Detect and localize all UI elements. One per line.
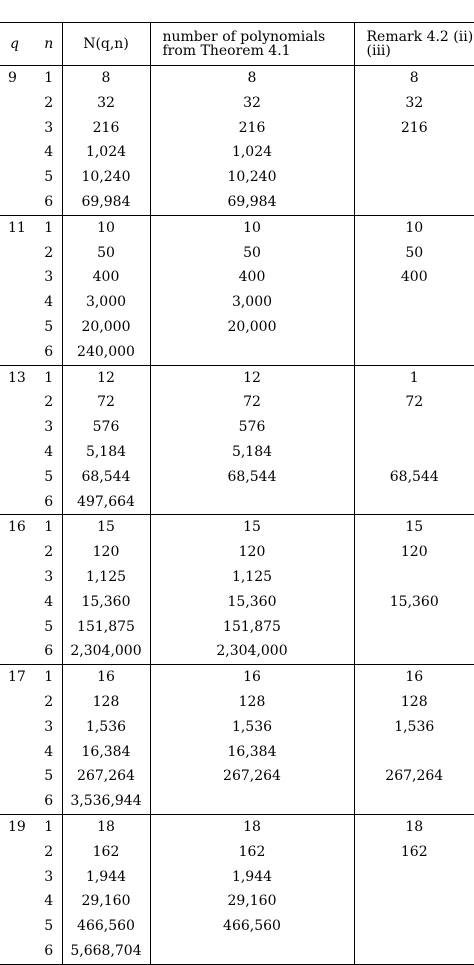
- theorem-count-cell: 18: [150, 814, 354, 839]
- q-cell: [0, 639, 36, 664]
- table-row: [0, 914, 474, 939]
- count-cell: 151,875: [62, 615, 150, 640]
- n-cell: 3: [36, 565, 62, 590]
- q-cell: [0, 914, 36, 939]
- theorem-count-cell: 50: [150, 241, 354, 266]
- count-cell: 576: [62, 415, 150, 440]
- remark-cell: [354, 939, 474, 964]
- q-cell: 9: [0, 66, 36, 91]
- remark-cell: 120: [400, 544, 428, 561]
- q-cell: [0, 490, 36, 515]
- q-cell: 13: [0, 365, 36, 390]
- table-row: [0, 190, 474, 215]
- remark-cell: [354, 740, 474, 765]
- table-row: [0, 315, 474, 340]
- count-cell: 8: [62, 66, 150, 91]
- theorem-count-cell: 1,536: [150, 715, 354, 740]
- q-cell: [0, 764, 36, 789]
- n-cell: 6: [36, 190, 62, 215]
- header-n: n: [36, 23, 62, 66]
- polynomial-count-table: [0, 22, 474, 965]
- table-row: [0, 465, 474, 490]
- theorem-count-cell: 16: [150, 665, 354, 690]
- q-cell: [0, 190, 36, 215]
- q-cell: [0, 415, 36, 440]
- remark-cell: [354, 565, 474, 590]
- n-cell: 5: [36, 315, 62, 340]
- theorem-count-cell: 128: [150, 690, 354, 715]
- table-row: [0, 415, 474, 440]
- n-cell: 2: [36, 840, 62, 865]
- table-row: [0, 715, 474, 740]
- remark-cell: [354, 190, 474, 215]
- q-cell: [0, 265, 36, 290]
- q-cell: [0, 290, 36, 315]
- n-cell: 4: [36, 740, 62, 765]
- theorem-count-cell: 3,000: [150, 290, 354, 315]
- n-cell: 3: [36, 265, 62, 290]
- theorem-count-cell: 1,024: [150, 140, 354, 165]
- table-row: [0, 590, 474, 615]
- remark-cell: 15,360: [389, 593, 439, 610]
- count-cell: 5,184: [62, 440, 150, 465]
- table-row: [0, 66, 474, 91]
- count-cell: 3,536,944: [62, 789, 150, 814]
- remark-cell: [354, 889, 474, 914]
- table-row: [0, 490, 474, 515]
- q-cell: [0, 590, 36, 615]
- count-cell: 466,560: [62, 914, 150, 939]
- count-cell: 29,160: [62, 889, 150, 914]
- count-cell: 2,304,000: [62, 639, 150, 664]
- count-cell: 72: [62, 390, 150, 415]
- n-cell: 1: [36, 215, 62, 240]
- theorem-count-cell: [150, 490, 354, 515]
- n-cell: 4: [36, 140, 62, 165]
- count-cell: 1,125: [62, 565, 150, 590]
- n-cell: 1: [36, 515, 62, 540]
- theorem-count-cell: 120: [150, 540, 354, 565]
- n-cell: 4: [36, 590, 62, 615]
- theorem-count-cell: 216: [150, 116, 354, 141]
- count-cell: 267,264: [62, 764, 150, 789]
- count-cell: 69,984: [62, 190, 150, 215]
- theorem-count-cell: 8: [150, 66, 354, 91]
- theorem-count-cell: 267,264: [150, 764, 354, 789]
- n-cell: 4: [36, 440, 62, 465]
- theorem-count-cell: 72: [150, 390, 354, 415]
- theorem-count-cell: 68,544: [150, 465, 354, 490]
- q-cell: [0, 241, 36, 266]
- theorem-count-cell: 576: [150, 415, 354, 440]
- count-cell: 1,024: [62, 140, 150, 165]
- count-cell: 32: [62, 91, 150, 116]
- q-cell: [0, 615, 36, 640]
- q-cell: 19: [0, 814, 36, 839]
- q-cell: [0, 91, 36, 116]
- n-cell: 1: [36, 66, 62, 91]
- theorem-count-cell: 162: [150, 840, 354, 865]
- q-cell: [0, 540, 36, 565]
- theorem-count-cell: 29,160: [150, 889, 354, 914]
- count-cell: 400: [62, 265, 150, 290]
- n-cell: 6: [36, 789, 62, 814]
- n-cell: 2: [36, 540, 62, 565]
- theorem-count-cell: 2,304,000: [150, 639, 354, 664]
- table-body: [0, 66, 474, 965]
- count-cell: 15: [62, 515, 150, 540]
- n-cell: 6: [36, 340, 62, 365]
- theorem-count-cell: [150, 939, 354, 964]
- remark-cell: [354, 440, 474, 465]
- table-row: [0, 340, 474, 365]
- remark-cell: 15: [354, 515, 474, 540]
- theorem-count-cell: [150, 789, 354, 814]
- n-cell: 6: [36, 490, 62, 515]
- n-cell: 5: [36, 764, 62, 789]
- table-row: [0, 615, 474, 640]
- q-cell: 17: [0, 665, 36, 690]
- q-cell: [0, 440, 36, 465]
- q-cell: [0, 715, 36, 740]
- count-cell: 1,536: [62, 715, 150, 740]
- header-count: N(q,n): [62, 23, 150, 66]
- count-cell: 240,000: [62, 340, 150, 365]
- theorem-count-cell: 16,384: [150, 740, 354, 765]
- table-row: [0, 565, 474, 590]
- table-row: [0, 840, 474, 865]
- n-cell: 6: [36, 639, 62, 664]
- n-cell: 5: [36, 165, 62, 190]
- theorem-count-cell: 466,560: [150, 914, 354, 939]
- q-cell: 16: [0, 515, 36, 540]
- n-cell: 1: [36, 365, 62, 390]
- table-row: [0, 215, 474, 240]
- remark-cell: 16: [354, 665, 474, 690]
- q-cell: [0, 740, 36, 765]
- remark-cell: [354, 340, 474, 365]
- q-cell: [0, 690, 36, 715]
- remark-cell: 10: [354, 215, 474, 240]
- remark-cell: 32: [405, 94, 424, 111]
- remark-cell: 50: [405, 244, 424, 261]
- q-cell: [0, 865, 36, 890]
- q-cell: [0, 840, 36, 865]
- count-cell: 497,664: [62, 490, 150, 515]
- table-row: [0, 241, 474, 266]
- theorem-count-cell: 69,984: [150, 190, 354, 215]
- n-cell: 2: [36, 241, 62, 266]
- q-cell: 11: [0, 215, 36, 240]
- remark-cell: [354, 315, 474, 340]
- table-row: [0, 440, 474, 465]
- count-cell: 16,384: [62, 740, 150, 765]
- table-header: [0, 23, 474, 66]
- theorem-count-cell: 32: [150, 91, 354, 116]
- table-row: [0, 91, 474, 116]
- theorem-count-cell: 15,360: [150, 590, 354, 615]
- theorem-count-cell: 400: [150, 265, 354, 290]
- theorem-count-cell: 5,184: [150, 440, 354, 465]
- remark-cell: 162: [400, 843, 428, 860]
- table-row: [0, 764, 474, 789]
- remark-cell: 68,544: [389, 468, 439, 485]
- table-row: [0, 639, 474, 664]
- n-cell: 5: [36, 465, 62, 490]
- count-cell: 3,000: [62, 290, 150, 315]
- q-cell: [0, 390, 36, 415]
- theorem-count-cell: 1,125: [150, 565, 354, 590]
- count-cell: 120: [62, 540, 150, 565]
- table-row: [0, 814, 474, 839]
- q-cell: [0, 889, 36, 914]
- table-row: [0, 889, 474, 914]
- remark-cell: 8: [354, 66, 474, 91]
- theorem-count-cell: 20,000: [150, 315, 354, 340]
- n-cell: 4: [36, 290, 62, 315]
- remark-cell: [354, 415, 474, 440]
- theorem-count-cell: 151,875: [150, 615, 354, 640]
- q-cell: [0, 939, 36, 964]
- table-row: [0, 789, 474, 814]
- table-row: [0, 165, 474, 190]
- remark-cell: 18: [354, 814, 474, 839]
- table-row: [0, 390, 474, 415]
- remark-cell: [354, 914, 474, 939]
- remark-cell: 400: [400, 269, 428, 286]
- header-theorem-count: number of polynomials from Theorem 4.1: [150, 23, 354, 66]
- table-row: [0, 116, 474, 141]
- count-cell: 1,944: [62, 865, 150, 890]
- count-cell: 128: [62, 690, 150, 715]
- n-cell: 1: [36, 665, 62, 690]
- q-cell: [0, 565, 36, 590]
- remark-cell: [354, 615, 474, 640]
- count-cell: 16: [62, 665, 150, 690]
- n-cell: 5: [36, 615, 62, 640]
- table-row: [0, 515, 474, 540]
- remark-cell: [354, 789, 474, 814]
- theorem-count-cell: 10: [150, 215, 354, 240]
- remark-cell: 1: [354, 365, 474, 390]
- remark-cell: [354, 490, 474, 515]
- q-cell: [0, 465, 36, 490]
- q-cell: [0, 165, 36, 190]
- count-cell: 216: [62, 116, 150, 141]
- q-cell: [0, 315, 36, 340]
- theorem-count-cell: 15: [150, 515, 354, 540]
- count-cell: 15,360: [62, 590, 150, 615]
- q-cell: [0, 140, 36, 165]
- table-row: [0, 690, 474, 715]
- count-cell: 20,000: [62, 315, 150, 340]
- remark-cell: [354, 165, 474, 190]
- remark-cell: [354, 290, 474, 315]
- count-cell: 10: [62, 215, 150, 240]
- count-cell: 162: [62, 840, 150, 865]
- q-cell: [0, 340, 36, 365]
- table-row: [0, 140, 474, 165]
- remark-cell: 72: [405, 394, 424, 411]
- n-cell: 5: [36, 914, 62, 939]
- count-cell: 5,668,704: [62, 939, 150, 964]
- n-cell: 2: [36, 690, 62, 715]
- table-row: [0, 365, 474, 390]
- count-cell: 50: [62, 241, 150, 266]
- theorem-count-cell: 12: [150, 365, 354, 390]
- remark-cell: [354, 639, 474, 664]
- n-cell: 3: [36, 116, 62, 141]
- table-row: [0, 740, 474, 765]
- n-cell: 4: [36, 889, 62, 914]
- n-cell: 3: [36, 415, 62, 440]
- n-cell: 3: [36, 715, 62, 740]
- count-cell: 12: [62, 365, 150, 390]
- header-q: q: [0, 23, 36, 66]
- remark-cell: 1,536: [394, 718, 435, 735]
- count-cell: 10,240: [62, 165, 150, 190]
- n-cell: 6: [36, 939, 62, 964]
- theorem-count-cell: [150, 340, 354, 365]
- table-row: [0, 939, 474, 964]
- remark-cell: 216: [400, 119, 428, 136]
- n-cell: 2: [36, 91, 62, 116]
- theorem-count-cell: 1,944: [150, 865, 354, 890]
- q-cell: [0, 116, 36, 141]
- remark-cell: [354, 865, 474, 890]
- count-cell: 68,544: [62, 465, 150, 490]
- n-cell: 3: [36, 865, 62, 890]
- table-row: [0, 265, 474, 290]
- n-cell: 2: [36, 390, 62, 415]
- table-row: [0, 865, 474, 890]
- header-row: [0, 23, 474, 66]
- n-cell: 1: [36, 814, 62, 839]
- theorem-count-cell: 10,240: [150, 165, 354, 190]
- remark-cell: 128: [400, 693, 428, 710]
- q-cell: [0, 789, 36, 814]
- count-cell: 18: [62, 814, 150, 839]
- data-table: [0, 22, 474, 965]
- table-row: [0, 540, 474, 565]
- header-remark: Remark 4.2 (ii) (iii): [354, 23, 474, 66]
- table-row: [0, 290, 474, 315]
- table-row: [0, 665, 474, 690]
- remark-cell: 267,264: [385, 768, 444, 785]
- remark-cell: [354, 140, 474, 165]
